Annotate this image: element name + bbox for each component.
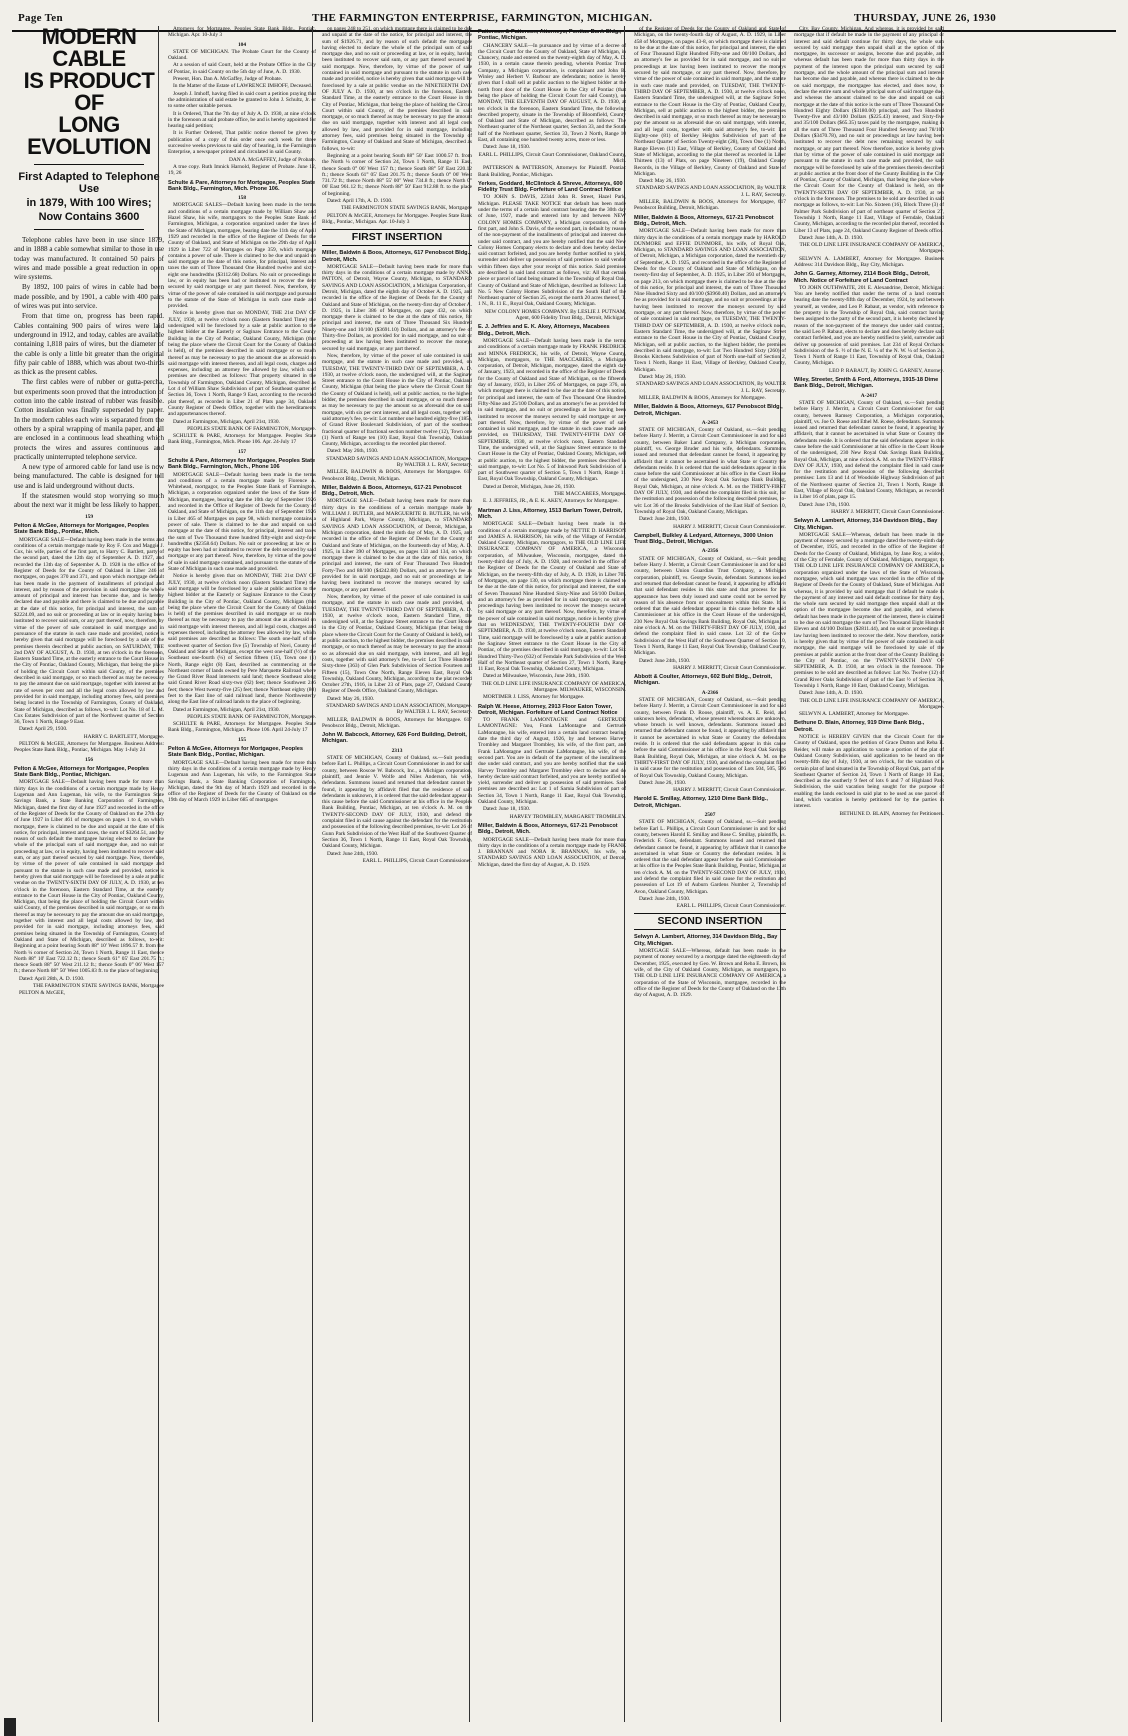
notice-heading: Schulte & Pare, Attorneys for Mortgagee, Peoples State Bank Bldg., Farmington, Mich., Phone 106 xyxy=(168,458,316,471)
insertion-banner: FIRST INSERTION xyxy=(322,229,472,246)
notice-signature: BETHUNE D. BLAIN, Attorney for Petitioners. xyxy=(839,810,944,817)
notice-number: A-2356 xyxy=(701,548,719,555)
notice-signature: THE OLD LINE LIFE INSURANCE COMPANY OF AMERICA, Mortgagee. xyxy=(799,242,944,255)
notice-number: 2313 xyxy=(391,747,403,754)
notice-paragraph: Beginning at a point bearing South 88° 50' East 1000.57 ft. from the North ¼ corner of Section 24, Town 1 North, Range 11 East, thence South 0° 06' West 157 ft.; thence South 88° 50' East 220.12 ft.; thence South 61° 05' East 201.75 ft.; thence South 0° 06' West 731.72 ft.; thence North 88° 55' 00" West 734.8 ft.; thence North 0° 06' East 961.12 ft.; thence North 88° 50' East 912.88 ft. to the place of beginning. xyxy=(322,152,472,197)
headline-line: IS PRODUCT OF xyxy=(23,68,155,115)
notice-paragraph: MORTGAGE SALE—Default having been made in the terms and conditions of a certain mortgage made by FRANK FREDRICK and MINNA FREDRICK, his wife, of Detroit, Wayne County, Michigan, mortgagors, to THE MACCABEES, a Michigan corporation, of Detroit, Michigan, mortgagee, dated the eighth day of January, 1923, and recorded in the office of the Register of Deeds for the County of Oakland and State of Michigan, on the fifteenth day of January, 1923, in Liber 295 of Mortgages, on page 376, on which mortgage there is claimed to be due at the date of this notice, for principal and interest, the sum of Two Thousand One Hundred Fifty-Nine and 25/100 Dollars, and an attorney's fee as provided for in said mortgage, and no suit or proceedings at law having been instituted to recover the moneys secured by said mortgage or any part thereof. Now, therefore, by virtue of the power of sale contained in said mortgage, and the statute in such case made and provided, on THURSDAY, THE TWENTY-FIFTH DAY OF SEPTEMBER, 1930, at twelve o'clock noon, Eastern Standard Time, the undersigned will, at the Saginaw Street entrance to the Court House in the City of Pontiac, Oakland County, Michigan, sell at public auction, to the highest bidder, the premises described in said mortgage, to-wit: Lot No. 5 of Inkwood Park Subdivision of a part of Southwest quarter of Section 5, Town 1 North, Range 11 East, Royal Oak Township, Oakland County, Michigan. xyxy=(478,337,626,483)
notice-signature: THE MACCABEES, Mortgagee. xyxy=(553,491,626,498)
notice-number: 158 xyxy=(237,195,247,202)
notice-paragraph: Dated: June 14th, A. D. 1930. xyxy=(799,234,864,241)
notice-paragraph: Dated at Farmington, Michigan, April 21st, 1930. xyxy=(173,418,280,425)
notice-paragraph: TO JOHN S. DAVIS, 22344 John R. Street, Hazel Park, Michigan. PLEASE TAKE NOTICE that default has been made under the terms of a certain land contract bearing date the 30th day of June, 1927, made and entered into by and between NEW COLONY HOMES COMPANY, a Michigan corporation, of the first part, and John S. Davis, of the second part, in default by reason of the non-payment of the installments of principal and interest due under said contract, and you are hereby notified that the said New Colony Homes Company elects to declare and does hereby declare said contract forfeited, and you are hereby further notified to yield, surrender and deliver up possession of said premises to said vendor within fifteen days after your receipt of this notice. Said premises are described in said land contract as follows, viz: All that certain piece or parcel of land being situated in the Township of Royal Oak, County of Oakland and State of Michigan, described as follows: Lot No. 5 New Colony Homes Subdivision of the South Half of the Northeast quarter of Section 25, except the north 20 acres thereof, T. 1 N., R. 11 E., Royal Oak, Oakland County, Michigan. xyxy=(478,194,626,308)
legal-notices xyxy=(634,26,786,998)
page-number: Page Ten xyxy=(18,12,63,24)
notice-heading: Selwyn A. Lambert, Attorney, 314 Davidson Bldg., Bay City, Michigan. xyxy=(794,518,938,531)
notice-paragraph: SELWYN A. LAMBERT, Attorney for Mortgagee. Business Address: 314 Davidson Bldg., Bay City, Michigan. xyxy=(794,255,944,268)
notice-paragraph: Dated: June 24th, 1930. xyxy=(639,895,691,902)
notice-paragraph: Dated: June 24th, 1930. xyxy=(327,850,379,857)
notice-signature: HARRY C. BARTLETT, Mortgagee. xyxy=(83,733,164,740)
notice-paragraph: A true copy. Ruth Imnick Harnold, Register of Probate. June 12, 19, 26 xyxy=(168,163,316,177)
notice-signature: STANDARD SAVINGS AND LOAN ASSOCIATION, Mortgagee. By WALTER J. L. RAY, Secretary. xyxy=(326,702,472,716)
notice-paragraph: MORTGAGE SALE—Default having been made in the terms and conditions of a certain mortgage made by Florence A. Whitehead, mortgagor, to the Peoples State Bank of Farmington, Michigan, a corporation organized under the laws of the State of Michigan, mortgagee, bearing date the 10th day of September 1926 and recorded in the Office of Register of Deeds for the County of Oakland, and State of Michigan, on the 11th day of September 1926 in Liber 465 of Mortgages on page 98, which mortgage contains a power of sale. There is claimed to be due and unpaid on said mortgage at the date of this notice, for principal, interest and taxes the sum of Two Thousand three hundred fifty-eight and sixty-four hundredths ($2358.64) Dollars. No suit or proceeding at law or in equity has been had or instituted to recover the debt secured by said mortgage or any part thereof. Now, therefore, by virtue of the power of sale in said mortgage contained, and pursuant to the statute of the State of Michigan in such case made and provided. xyxy=(168,471,316,573)
notice-paragraph: MORTGAGE SALE—Default having been made for more than thirty days in the conditions of a certain mortgage made by WILLIAM J. BUTLER, and MARGUERITE B. BUTLER, his wife, of Highland Park, Wayne County, Michigan, to STANDARD SAVINGS AND LOAN ASSOCIATION, of Detroit, Michigan, a Michigan corporation, dated the ninth day of May, A. D. 1925, and recorded in the office of the Register of Deeds for the County of Oakland and State of Michigan, on the fourteenth day of May, A. D. 1925, in Liber 390 of Mortgages, on pages 133 and 134, on which mortgage there is claimed to be due at the date of this notice, for principal and interest, the sum of Four Thousand Two Hundred Forty-Two and 88/100 ($4242.88) Dollars, and an attorney's fee as provided for in said mortgage, and no suit or proceedings at law having been instituted to recover the moneys secured by said mortgage, or any part thereof. xyxy=(322,498,472,593)
notice-heading: Pelton & McGee, Attorneys for Mortgagee, Peoples State Bank Bldg., Pontiac, Michigan. xyxy=(168,746,304,759)
notice-paragraph: Dated: June 24th, 1930. xyxy=(639,657,691,664)
notice-paragraph: Dated at Detroit, Michigan, June 26, 1930. xyxy=(483,483,576,490)
notice-paragraph: MORTIMER J. LISS, Attorney for Mortgagee. xyxy=(483,694,585,701)
column-1 xyxy=(14,26,164,1722)
notice-paragraph: At a session of said Court, held at the Probate Office in the City of Pontiac, in said County on the 5th day of June, A. D. 1930. xyxy=(168,62,316,75)
notice-paragraph: STATE OF MICHIGAN, County of Oakland, ss.—Suit pending before Earl L. Phillips, a Circuit Court Commissioner in and for said county, between Harold E. Smillay and Rose C. Smillay, plaintiffs, vs. Frederick F. Goss, defendant. Summons issued and returned that defendant cannot be found, it appearing by affidavit that it cannot be ascertained in what State or Country the defendant resides. It is ordered that the said defendant appear before the said Commissioner at his office in the Peoples State Bank Building, Pontiac, Michigan, at ten o'clock A. M. on the TWENTY-SECOND DAY OF JULY, 1930, and defend the complaint filed in said cause for the restitution and possession of Lot 19 of Auburn Gardens Number 2, Township of Avon, Oakland County, Michigan. xyxy=(634,819,786,895)
insertion-banner: SECOND INSERTION xyxy=(634,913,786,930)
notice-paragraph: Dated: May 26, 1930. xyxy=(639,374,687,381)
notice-heading: Miller, Baldwin & Boos, Attorneys, 617 Penobscot Bldg., Detroit, Michigan. xyxy=(634,404,783,417)
notice-heading: Miller, Baldwin & Boos, Attorneys, 617 Penobscot Bldg., Detroit, Mich. xyxy=(322,250,471,263)
issue-date: THURSDAY, JUNE 26, 1930 xyxy=(853,12,996,24)
column-2 xyxy=(168,26,316,1722)
notice-paragraph: MILLER, BALDWIN & BOOS, Attorneys for Mortgagee, 617 Penobscot Building, Detroit, Michigan. xyxy=(634,199,786,212)
subhead-line: Now Contains 3600 xyxy=(38,211,140,223)
notice-paragraph: SCHULTE & PARE, Attorneys for Mortgagee. Peoples State Bank Bldg., Farmington, Mich. Phone 106. Apr. 24-July 17 xyxy=(168,433,316,446)
notice-paragraph: Joseph J. Imhoff, having filed in said court a petition praying that the administration of said estate be granted to John J. Schultz, Jr. or to some other suitable person. xyxy=(168,90,316,110)
notice-paragraph: CHANCERY SALE—In pursuance and by virtue of a decree of the Circuit Court for the County of Oakland, State of Michigan, in Chancery, made and entered on the twenty-eighth day of May, A. D. 1930, in a certain cause therein pending, wherein Pontiac Trust Company, a Michigan corporation, is complainant and John B. Winley and Herbert V. Barbour are defendants; notice is hereby given that I shall sell at public auction to the highest bidder at the north front door of the Court House in the City of Pontiac (that being the place of holding the Circuit Court for said County), on MONDAY, THE ELEVENTH DAY OF AUGUST, A. D. 1930, at ten o'clock in the forenoon, Eastern Standard Time, the following described property, situate in the Township of Bloomfield, County of Oakland and State of Michigan, described as follows: The Northeast quarter of the Northeast quarter, Section 33, and the South half of the Northeast quarter, Section 33, Town 2 North, Range 10 East, all containing one hundred twenty acres, more or less. xyxy=(478,42,626,144)
notice-paragraph: MORTGAGE SALES—Default having been made in the terms and conditions of a certain mortgage made by William Shaw and Hazel Shaw, his wife, mortgagors to the Peoples State Bank of Farmington, Michigan, a corporation organized under the laws of the State of Michigan, mortgagee, bearing date the 11th day of April 1929 and recorded in the office of the Register of Deeds for the County of Oakland, and State of Michigan on the 29th day of April 1929 in Liber 722 of Mortgages on Page 359, which mortgage contains a power of sale. There is claimed to be due and unpaid on said mortgage at the date of this notice, for principal, interest and taxes the sum of Three Thousand One Hundred twelve and sixty-eight one hundredths ($3112.68) Dollars. No suit or proceedings at law, or in equity has been had or instituted to recover the debt secured by said mortgage or any part thereof. Now, therefore, by virtue of the power of sale contained in said mortgage and pursuant to the statute of the State of Michigan in such case made and provided. xyxy=(168,202,316,310)
notice-number: 104 xyxy=(237,41,247,48)
notice-paragraph: SCHULTE & PARE, Attorneys for Mortgagee. Peoples State Bank Bldg., Farmington, Michigan. Phone 106. April 24-July 17 xyxy=(168,721,316,734)
column-4 xyxy=(478,26,626,1722)
notice-paragraph: City, Bay County, Michigan. And whereas, it is provided by said mortgage that if default be made in the payment of any principal or interest and said default continue for thirty days, the whole sum secured by said mortgage then unpaid shall at the option of the mortgagee, its successor or assigns, become due and payable, and whereas default has been made for more than thirty days in the payment of the interest upon the principal sum secured by said mortgage, and the whole amount of the principal sum and interest has become due and payable, and whereas there is claimed to be due on said mortgage, the mortgagee has elected, and does now, to declare the entire sum and whole principal sum of said mortgage due, and whereas the amount claimed to be due and unpaid on said mortgage at the date of this notice is the sum of Three Thousand One Hundred Eighty Dollars ($3180.00) principal, and Two Hundred Twenty-five and 43/100 Dollars ($225.43) interest, and Sixty-five and 35/100 Dollars ($65.35) taxes paid by the mortgagee, making in all the sum of Three Thousand Four Hundred Seventy and 78/100 Dollars ($3470.78), and no suit or proceedings at law having been instituted to recover the debt now remaining secured by said mortgage, or any part thereof. Now therefore, notice is hereby given that by virtue of the power of sale contained in said mortgage and pursuant to the statute in such case made and provided, the said mortgage will be foreclosed by sale of the premises therein described at public auction at the front door of the County Building in the City of Pontiac, County of Oakland, Michigan, that being the place where the Circuit Court for the County of Oakland is held, on the TWENTY-SIXTH DAY OF SEPTEMBER, A. D. 1930, at ten o'clock in the forenoon. The premises to be sold are described in said mortgage as follows, to-wit: Lot No. Sixteen (16), Block Three (3) of Palmer Park Subdivision of part of northeast quarter of Section 27, Township 1 North, Range 11 East, Village of Ferndale, Oakland County, Michigan, according to the recorded plat thereof, recorded in Liber 13 of Plats, page 24, Oakland County Register of Deeds office. xyxy=(794,26,944,234)
notice-paragraph: MORTGAGE SALE—Default having been made for more than thirty days in the conditions of a certain mortgage made by HAROLD DUNMORE and EFFIE DUNMORE, his wife, of Royal Oak, Michigan, to STANDARD SAVINGS AND LOAN ASSOCIATION, of Detroit, Michigan, a Michigan corporation, dated the twentieth day of September, A. D. 1925, and recorded in the office of the Register of Deeds for the County of Oakland and State of Michigan, on the twenty-first day of September, A. D. 1925, in Liber 393 of Mortgages, on page 213, on which mortgage there is claimed to be due at the date of this notice, for principal and interest, the sum of Three Thousand Nine Hundred Sixty and 40/100 ($3960.40) Dollars, and an attorney's fee as provided for in said mortgage, and no suit or proceedings at law having been instituted to recover the moneys secured by said mortgage, or any part thereof. Now, therefore, by virtue of the power of sale contained in said mortgage, on TUESDAY, THE TWENTY-THIRD DAY OF SEPTEMBER, A. D. 1930, at twelve o'clock noon, Eastern Standard Time, the undersigned will, at the Saginaw Street entrance to the Court House in the City of Pontiac, Oakland County, Michigan, sell at public auction, to the highest bidder, the premises described in said mortgage, to-wit: Lot Two Hundred Sixty (260) of Brooks Kitchens Subdivision of part of North one-half of Section 2, Town 1 North, Range 11 East, Village of Berkley, Oakland County, Michigan. xyxy=(634,228,786,373)
notice-paragraph: TO JOHN OUTHWAITE, 201 E. Alexandrine, Detroit, Michigan: You are hereby notified that under the terms of a land contract bearing date the twenty-fifth day of December, 1924, by and between yourself, as vendee, and Leo P. Rabaut, as vendor, with reference to the property in the Township of Royal Oak, said contract having been assigned to the party of the second part, it is hereby declared by reason of the non-payment of the moneys due under said contract, the said Leo P. Rabaut, elects to declare and does hereby declare said contract forfeited, and you are hereby notified to yield, surrender and deliver up possession of said premises. Lot 234 of Royal Orchards Subdivision of the S. ½ of the N. E. ¼ of the N. W. ¼ of Section 24, Town 1 North of Range 11 East, Township of Royal Oak, Oakland County, Michigan. xyxy=(794,284,944,367)
notice-number: A-2453 xyxy=(701,419,719,426)
subhead-line: First Adapted to Telephone Use xyxy=(18,171,160,195)
notice-signature: THE FARMINGTON STATE SAVINGS BANK, Mortgagee xyxy=(32,982,164,989)
notice-signature: THE FARMINGTON STATE SAVINGS BANK, Mortgagee xyxy=(340,205,472,212)
notice-paragraph: STATE OF MICHIGAN, County of Oakland, ss.—Suit pending before Harry J. Merritt, a Circuit Court Commissioner for said county, between Ramsey Corporation, a Michigan corporation, plaintiff, vs. Joe O. Roese and Ethel M. Roese, defendants. Summons issued and returned that defendant cannot be found, it appearing by affidavit, that it cannot be ascertained in what State or Country the defendants reside. It is ordered that the said defendants appear in this cause before the said Commissioner at his office in the Court House of the undersigned, 230 New Royal Oak Savings Bank Building, Royal Oak, Michigan, at nine o'clock A. M. on the TWENTY-FIRST DAY OF JULY, 1930, and defend the complaint filed in said cause for the restitution and possession of the following described premises: Lots 13 and 14 of Woodside Highway Subdivision of part of the Northwest quarter of Section 21, Town 1 North, Range 11 East, Village of Royal Oak, Oakland County, Michigan, as recorded in Liber 16 of plats, page 15. xyxy=(794,399,944,501)
notice-signature: EARL L. PHILLIPS, Circuit Court Commissioner. xyxy=(362,857,472,864)
notice-signature: HARRY J. MERRITT, Circuit Court Commissioner. xyxy=(673,664,786,671)
notice-paragraph: Notice is hereby given that on MONDAY, THE 21st DAY OF JULY, 1930, at twelve o'clock noon (Eastern Standard Time) the said mortgage will be foreclosed by a sale at public auction to the highest bidder at the Easterly or Saginaw Entrance to the County Building in the City of Pontiac, Oakland County, Michigan (that being the place where the Circuit Court for the County of Oakland is held) of the premises described in said mortgage or so much thereof as may be necessary to pay the amount due as aforesaid on said mortgage with interest thereon, and all legal costs, charges and expenses thereof, including the attorney fees allowed by law, which said premises are described as follows: The south one-half of the southwest quarter of Section five (5) Township of Novi, County of Oakland and State of Michigan, except the west one-half (½) of the Southeast one-fourth (¼) of Section fifteen (15), Town one (1) North, Range eight (8) East, described as commencing at the Northeast corner of lands owned by Pere Marquette Railroad where the Grand River Road intersects said land; thence Southeast along said Grand River Road sixty-two (62) feet; thence Southwest 246 feet; thence West twenty-five (25) feet; thence Northeast eighty (80) feet to the East line of said railroad land, thence Northwesterly along the East line of railroad lands to the place of beginning. xyxy=(168,573,316,706)
notice-paragraph: Attorneys for Mortgagee. Peoples State Bank Bldg., Pontiac, Michigan. Apr. 10-July 3 xyxy=(168,26,316,39)
notice-paragraph: Present, Hon. Dan A. McGaffey, Judge of Probate. xyxy=(173,76,283,83)
margin-mark xyxy=(4,1718,16,1736)
notice-paragraph: Dated: April 28th, A. D. 1930. xyxy=(19,975,85,982)
notice-paragraph: TO FRANK LAMONTAGNE and GERTRUDE LAMONTAGNE: You, Frank LaMontagne and Gertrude LaMontagne, his wife, entered into a certain land contract bearing date the third day of August, 1926, by and between Harvey Trombley and Margaret Trombley, his wife, of the first part, and Frank LaMontagne and Gertrude LaMontagne, his wife, of the second part. You are in default of the payment of the installments due under said contract, and you are hereby notified that the said Harvey Trombley and Margaret Trombley elect to declare and do hereby declare said contract forfeited, and you are hereby notified to yield, surrender and deliver up possession of said premises. Said premises are described as: Lot 1 of Sarnia Subdivision of part of Section 34, Town 1 North, Range 11 East, Royal Oak Township, Oakland County, Michigan. xyxy=(478,717,626,806)
notice-signature: HARRY J. MERRITT, Circuit Court Commissioner. xyxy=(673,787,786,794)
column-3 xyxy=(322,26,472,1722)
notice-heading: Patterson & Patterson, Attorneys, Pontiac Bank Bldg., Pontiac, Michigan. xyxy=(478,29,622,42)
article-paragraph: If the statesmen would stop worrying so much about the next war it might be less likely to happen. xyxy=(14,492,164,510)
notice-heading: Yerkes, Goddard, McClintock & Shreve, Attorneys, 600 Fidelity Trust Bldg. Forfeiture of Land Contract Notice xyxy=(478,180,623,194)
notice-paragraph: Dated: May 26, 1930. xyxy=(639,178,687,185)
notice-number: A-2366 xyxy=(701,689,719,696)
notice-signature: EARL L. PHILLIPS, Circuit Court Commissioner, Oakland County, Mich. xyxy=(478,151,626,164)
notice-paragraph: NOTICE is HEREBY GIVEN that the Circuit Court for the County of Oakland, upon the petition of Grace Dutton and Reba E. Reider, will make an application to vacate a portion of the plat of Oakland County Subdivision, said application to be heard on the twenty-fifth day of July, 1930, at ten o'clock, for the vacation of a certain plat of land situated in the Township of Royal Oak, part of the Southeast Quarter of Section 24, Town 1 North of Range 10 East, described as the southerly 9 feet of lots 6 and 7 of Highland Park Subdivision, the said vacation being sought for the purpose of enabling the lands enclosed in said plat to be used as one parcel of land, which vacation is hereby petitioned for by the parties in interest. xyxy=(794,734,944,810)
notice-paragraph: STATE OF MICHIGAN, County of Oakland, ss.—Suit pending before Earl L. Phillips, a Circuit Court Commissioner in and for said county, between Roscoe W. Babcock, Inc., a Michigan corporation, plaintiff, and Jennie V. Wolfe and Niles Anderson, his wife, defendants. Summons issued and returned that defendant cannot be found, it appearing by affidavit filed that the residence of said defendants is unknown, it is ordered that the said defendant appear in this cause before the said Commissioner at his office in the Peoples Bank Building, Pontiac, Michigan, at ten o'clock A. M. on the TWENTY-SECOND DAY OF JULY, 1930, and defend the complaint filed in said cause against the defendant for the restitution and possession of the following described premises, to-wit: Lot 26 of Gunn Park Subdivision of the West Half of the Southwest Quarter of Section 36, Town 1 North, Range 11 East, Royal Oak Township, Oakland County, Michigan. xyxy=(322,755,472,850)
article-paragraph: Telephone cables have been in use since 1879, and in 1888 a cable somewhat similar to those in use today was manufactured. It contained 50 pairs of wires and made possible a great reduction in open wire systems. xyxy=(14,236,164,282)
notice-paragraph: MORTGAGE SALE—Default having been made for more than thirty days in the conditions of a certain mortgage made by ANNA PATTON, of Detroit, Wayne County, Michigan, to STANDARD SAVINGS AND LOAN ASSOCIATION, a Michigan Corporation, of Detroit, Michigan, dated the eighth day of October A. D. 1925, and recorded in the office of the Register of Deeds for the County of Oakland and State of Michigan, on the twenty-first day of October A. D. 1925, in Liber 386 of Mortgages, on page 432, on which mortgage there is claimed to be due at the date of this notice, for principal and interest, the sum of Three Thousand Six Hundred Ninety-one and 10/100 ($3691.10) Dollars, and an attorney's fee of Thirty-five Dollars, as provided for in said mortgage, and no suit or proceeding at law having been instituted to recover the moneys secured by said mortgage, or any part thereof. xyxy=(322,263,472,352)
article-headline xyxy=(14,26,164,230)
notice-paragraph: on pages 248 to 251, on which mortgage there is claimed to be due and unpaid at the date of the notice, for principal and interest, the sum of $1926.71, and by reason of such default the mortgagee having elected to declare the whole of the principal sum of said mortgage due, and no suit or proceeding at law, or in equity, having been instituted to recover said sum, or any part thereof secured by said mortgage. Now, therefore, by virtue of the power of sale contained in said mortgage and pursuant to the statute in such case made and provided, notice is hereby given that said mortgage will be foreclosed by a sale at public vendue on the NINETEENTH DAY OF JULY A. D. 1930, at ten o'clock in the forenoon, Eastern Standard Time, at the easterly entrance to the Court House in the City of Pontiac, Michigan, that being the place of holding the Circuit Court within said County, of the premises described in said mortgage, or so much thereof as may be necessary to pay the amount due on said mortgage, together with interest and all legal costs allowed by law, and provided for in said mortgage, including attorney fees, said premises being situated in the Township of Farmington, County of Oakland and State of Michigan, described as follows, to-wit: xyxy=(322,26,472,152)
notice-paragraph: Dated at Milwaukee, Wisconsin, June 26th, 1930. xyxy=(483,673,591,680)
notice-signature: DAN A. McGAFFEY, Judge of Probate. xyxy=(228,156,316,163)
notice-heading: Miller, Baldwin & Boos, Attorneys, 617-21 Penobscot Bldg., Detroit, Mich. xyxy=(634,214,774,227)
article-paragraph: By 1892, 100 pairs of wires in cable had been made possible, and by 1901, a cable with 400 pairs of wires was put into service. xyxy=(14,283,164,311)
notice-paragraph: PELTON & McGEE, Attorneys for Mortgagee. Peoples State Bank Bldg., Pontiac, Michigan. Apr. 10-July 3 xyxy=(322,212,472,225)
notice-number: 2507 xyxy=(704,812,716,819)
notice-heading: Pelton & McGee, Attorneys for Mortgagee, Peoples State Bank Bldg., Pontiac, Michigan. xyxy=(14,765,150,779)
notice-heading: Schulte & Pare, Attorneys for Mortgagee, Peoples State Bank Bldg., Farmington, Mich. Phone 106. xyxy=(168,179,316,192)
notice-paragraph: STATE OF MICHIGAN, County of Oakland, ss.—Suit pending before Harry J. Merritt, a Circuit Court Commissioner in and for said county, between Baker Land Company, a Michigan corporation, plaintiff, vs. George Bruder and his wife, defendants. Summons issued and returned that defendant cannot be found, it appearing by affidavit that it cannot be ascertained in what State or Country the defendants reside. It is ordered that the said defendants appear in this cause before the said Commissioner at his office in the Court House of the undersigned, 230 New Royal Oak Savings Bank Building, Royal Oak, Michigan, at nine o'clock A. M. on the THIRTY-FIRST DAY OF JULY, 1930, and defend the complaint filed in this suit, for the restitution and possession of the following described premises, to-wit: Lot 36 of the Brooks Subdivision of the East Half of Section 10, Township of Royal Oak, Oakland County, Michigan. xyxy=(634,427,786,515)
notice-paragraph: PELTON & McGEE, xyxy=(19,990,65,997)
notice-paragraph: PATTERSON & PATTERSON, Attorneys for Plaintiff. Pontiac Bank Building, Pontiac, Michigan. xyxy=(478,165,626,178)
article-paragraph: From that time on, progress has been rapid. Cables containing 900 pairs of wires were laid underground in 1912, and today, cables are available containing 1,818 pairs of wires, but the diameter of the cable is only a little bit greater than the original fifty pair cable of 1888, which was about two-thirds as thick as the present cables. xyxy=(14,312,164,377)
notice-signature: HARRY J. MERRITT, Circuit Court Commissioner. xyxy=(673,523,786,530)
notice-paragraph: Dated: June 18, 1930. xyxy=(483,144,531,151)
notice-signature: THE OLD LINE LIFE INSURANCE COMPANY OF AMERICA, Mortgagee. xyxy=(799,697,944,710)
notice-paragraph: Dated: April 17th, A. D. 1930. xyxy=(327,198,393,205)
notice-paragraph: of the Register of Deeds for the County of Oakland and State of Michigan, on the twenty-fourth day of August, A. D. 1929, in Liber 458 of Mortgages, on pages 43-8, on which mortgage there is claimed to be due at the date of this notice, for principal and interest, the sum of Four Thousand Eight Hundred Fifty-one and 00/100 Dollars, and an attorney's fee as provided for in said mortgage, and no suit or proceedings at law having been instituted to recover the moneys secured by said mortgage, or any part thereof. Now, therefore, by virtue of the power of sale contained in said mortgage, and the statute in such case made and provided, on TUESDAY, THE TWENTY-THIRD DAY OF SEPTEMBER, A. D. 1930, at twelve o'clock noon, Eastern Standard Time, the undersigned will, at the Saginaw Street entrance to the Court House in the City of Pontiac, Oakland County, Michigan, sell at public auction to the highest bidder, the premises described in said mortgage, or so much thereof as may be necessary to pay the amount so as aforesaid due on said mortgage, with interest, and all legal costs, together with said attorney's fee, to-wit: Lot Eighty-one (81) of Berkley Heights Subdivision of part of the Northeast Quarter of Section Twenty-eight (28), Town One (1) North, Range Eleven (11) East, Village of Berkley, County of Oakland and State of Michigan, according to the plat thereof as recorded in Liber Thirteen (13) of Plats, on page Nineteen (19), Oakland County Records, in the Village of Berkley, County of Oakland and State of Michigan. xyxy=(634,26,786,177)
notice-signature: STANDARD SAVINGS AND LOAN ASSOCIATION, Mortgagee. By WALTER J. L. RAY, Secretary. xyxy=(326,455,472,468)
notice-heading: Bethune D. Blain, Attorney, 919 Dime Bank Bldg., Detroit. xyxy=(794,720,925,733)
headline-rule xyxy=(34,229,144,230)
notice-signature: HARRY J. MERRITT, Circuit Court Commissioner. xyxy=(831,508,944,515)
notice-heading: John G. Garney, Attorney, 2114 Book Bldg., Detroit, Mich. Notice of Forfeiture of Land Contract xyxy=(794,271,930,284)
notice-paragraph: Dated: June 18, 1930. xyxy=(483,806,531,813)
notice-heading: Wiley, Streeter, Smith & Ford, Attorneys, 1915-18 Dime Bank Bldg., Detroit, Michigan. xyxy=(794,377,939,390)
notice-paragraph: Dated: April 29, 1930. xyxy=(19,726,68,733)
notice-signature: STANDARD SAVINGS AND LOAN ASSOCIATION, By WALTER J. L. RAY, Secretary. xyxy=(636,185,786,198)
notice-paragraph: STATE OF MICHIGAN, County of Oakland, ss.—Suit pending before Harry J. Merritt, a Circuit Court Commissioner in and for said county, between Frank D. Roose, plaintiff, vs. A. E. Reid, and unknown heirs, defendants, whose present whereabouts are unknown, whose breach is well known, defendants. Summons issued and returned that defendant cannot be found, it appearing by affidavit that it cannot be ascertained in what State or Country the defendants reside. It is ordered that the said defendants appear in this cause before the said Commissioner at his office in the Royal Oak Savings Bank Building, Royal Oak, Michigan, at nine o'clock A. M. on the THIRTY-FIRST DAY OF JULY, 1930, and defend the complaint filed in said cause for the restitution and possession of Lots 504, 505, 506 of Royal Oak Township, Oakland County, Michigan. xyxy=(634,696,786,779)
notice-paragraph: Dated: May 26, 1930. xyxy=(327,695,375,702)
notice-paragraph: Now, therefore, by virtue of the power of sale contained in said mortgage, and the statute in such case made and provided, on TUESDAY, THE TWENTY-THIRD DAY OF SEPTEMBER, A. D. 1930, at twelve o'clock noon, Eastern Standard Time, the undersigned will, at the Saginaw Street entrance to the Court House in the City of Pontiac, Oakland County, Michigan (that being the place where the Circuit Court for the County of Oakland is held), sell at public auction, to the highest bidder, the premises described in said mortgage, or so much thereof as may be necessary to pay the amount so as aforesaid due on said mortgage, with interest, and all legal costs, together with said attorney's fee, to-wit: Lot Three Hundred Sixty-three (363) of Glen Park Subdivision of Section Fourteen and Fifteen (15), Town One North, Range Eleven East, Royal Oak Township, Oakland County, Michigan, according to the plat recorded October 27th, 1916, in Liber 23 of Plats, page 27, Oakland County Register of Deeds Office, Oakland County, Michigan. xyxy=(322,593,472,695)
legal-notices xyxy=(478,29,626,868)
legal-notices xyxy=(322,26,472,864)
notice-paragraph: Dated: June 26, 1930. xyxy=(639,779,687,786)
notice-paragraph: MILLER, BALDWIN & BOOS, Attorneys for Mortgagee. 617 Penobscot Bldg., Detroit, Michigan. xyxy=(322,469,472,482)
notice-heading: John W. Babcock, Attorney, 626 Ford Building, Detroit, Michigan. xyxy=(322,732,467,745)
notice-signature: STANDARD SAVINGS AND LOAN ASSOCIATION, By WALTER J. L. RAY, Secretary. xyxy=(636,381,786,394)
notice-paragraph: STATE OF MICHIGAN. The Probate Court for the County of Oakland. xyxy=(168,48,316,62)
notice-paragraph: It is Ordered, That the 7th day of July A. D. 1930, at nine o'clock in the forenoon at said probate office, be and is hereby appointed for hearing said petition; xyxy=(168,110,316,130)
notice-paragraph: E. J. JEFFRIES, JR., & E. K. AKEY, Attorneys for Mortgagee. xyxy=(483,498,619,505)
notice-signature: LEO P. RABAUT, By JOHN G. GARNEY, Attorney. xyxy=(828,367,944,374)
notice-paragraph: MORTGAGE SALE—Default having been made for more than thirty days in the conditions of a certain mortgage made by FRANK J. BRANNAN and NORA R. BRANNAN, his wife, to STANDARD SAVINGS AND LOAN ASSOCIATION, of Detroit, Michigan, dated the first day of August, A. D. 1929. xyxy=(478,836,626,868)
notice-paragraph: MORTGAGE SALE—Default having been made in the conditions of a certain mortgage made by NETTIE D. HARRISON and JAMES A. HARRISON, his wife, of the Village of Ferndale, Oakland County, Michigan, mortgagors, to THE OLD LINE LIFE INSURANCE COMPANY OF AMERICA, a Wisconsin corporation, of Milwaukee, Wisconsin, mortgagee, dated the twenty-third day of July, A. D. 1928, and recorded in the office of the Register of Deeds for the County of Oakland and State of Michigan, on the twenty-fifth day of July, A. D. 1928, in Liber 705 of Mortgages, on page 130, on which mortgage there is claimed to be due at the date of this notice, for principal and interest, the sum of Seven Thousand Nine Hundred Sixty-Nine and 56/100 Dollars, and an attorney's fee as provided for in said mortgage; no suit or proceedings having been instituted to recover the moneys secured by said mortgage or any part thereof. Now, therefore, by virtue of the power of sale contained in said mortgage, notice is hereby given that on WEDNESDAY, THE TWENTY-FOURTH DAY OF SEPTEMBER, A. D. 1930, at twelve o'clock noon, Eastern Standard Time, said mortgage will be foreclosed by a sale at public auction at the Saginaw Street entrance to the Court House in the City of Pontiac, of the premises described in said mortgage, to-wit: Lot Six Hundred Thirty-Two (632) of Ferndale Park Subdivision of the West Half of the Northeast quarter of Section 27, Town 1 North, Range 11 East, Royal Oak Township, Oakland County, Michigan. xyxy=(478,521,626,673)
notice-paragraph: Dated: June 24th, 1930. xyxy=(639,516,691,523)
notice-number: A-2417 xyxy=(860,392,878,399)
headline-line: MODERN CABLE xyxy=(41,26,137,71)
notice-paragraph: MILLER, BALDWIN & BOOS, Attorneys for Mortgagee. xyxy=(639,394,766,401)
notice-signature: HARVEY TROMBLEY, MARGARET TROMBLEY. xyxy=(509,813,626,820)
headline-line: LONG EVOLUTION xyxy=(27,112,151,159)
notice-heading: Abbott & Coulter, Attorneys, 602 Buhl Bldg., Detroit, Michigan. xyxy=(634,674,773,687)
notice-heading: Harold E. Smillay, Attorney, 1210 Dime Bank Bldg., Detroit, Michigan. xyxy=(634,796,768,809)
article-paragraph: The first cables were of rubber or gutta-percha, but experiments soon proved that the introduction of cotton into the cable instead of rubber was feasible. Cotton insulation was finally superseded by paper. In the modern cables each wire is separated from the others by a spiral wrapping of manila paper, and all are enclosed in a continuous lead sheathing which protects the wires and assures continuous and practically uninterrupted telephone service. xyxy=(14,378,164,461)
notice-paragraph: Dated at Farmington, Michigan, April 21st, 1930. xyxy=(173,706,280,713)
notice-signature: THE OLD LINE LIFE INSURANCE COMPANY OF AMERICA, Mortgagee. MILWAUKEE, WISCONSIN. xyxy=(481,680,626,693)
column-5 xyxy=(634,26,786,1722)
article-paragraph: A new type of armored cable for land use is now being manufactured. The cable is designed for toll use and is laid underground without ducts. xyxy=(14,463,164,490)
legal-notices xyxy=(794,26,944,817)
notice-paragraph: MORTGAGE SALE—Default having been made in the terms and conditions of a certain mortgage made by Roy F. Cox and Maggie J. Cox, his wife, parties of the first part, to Harry C. Bartlett, party of the second part, dated the 12th day of September A. D. 1927, and recorded the 13th day of September A. D. 1928 in the office of the Register of Deeds for the County of Oakland in Liber 246 of mortgages, on pages 370 and 371, and upon which mortgage default has been made in the payment of installments of principal and interest, and by reason of the provision in said mortgage the whole amount of principal and interest has become due, and is hereby declared due and payable and there is claimed to be due and payable at the date of this notice, for principal and interest, the sum of $2224.09, and no suit or proceeding at law or in equity having been instituted to recover said sum, or any part thereof, now, therefore, by virtue of the power of sale contained in said mortgage and in pursuance of the statute in such case made and provided, notice is hereby given that said mortgage will be foreclosed by a sale of the premises therein described at public auction, on SATURDAY, THE 2nd DAY OF AUGUST, A. D. 1930, at ten o'clock in the forenoon, Eastern Standard Time, at the easterly entrance to the Court House in the City of Pontiac, Oakland County, Michigan, that being the place of holding the Circuit Court within said County, of the premises described in said mortgage, or so much thereof as may be necessary to pay the amount due on said mortgage, together with interest at the rate of seven per cent and all the legal costs allowed by law and provided for in said mortgage, including attorney fees, said premises being located in the Township of Farmington, County of Oakland, State of Michigan, described as follows, to-wit: Lot No. 18 of L. M. Cox Estates Subdivision of part of the Northwest quarter of Section 36, Town 1 North, Range 9 East. xyxy=(14,536,164,726)
notice-paragraph: PELTON & McGEE, Attorneys for Mortgagee. Business Address: Peoples State Bank Bldg., Pontiac, Michigan. May 1-July 24 xyxy=(14,741,164,754)
notice-heading: Miller, Baldwin & Boos, Attorneys, 617-21 Penobscot Bldg., Detroit, Mich. xyxy=(478,822,618,836)
legal-notices xyxy=(168,26,316,804)
notice-paragraph: Dated: June 14th, A. D. 1930. xyxy=(799,690,864,697)
notice-heading: Pelton & McGee, Attorneys for Mortgagee, Peoples State Bank Bldg., Pontiac, Mich. xyxy=(14,522,150,536)
column-6 xyxy=(794,26,944,1722)
notice-number: 156 xyxy=(84,756,94,763)
notice-number: 155 xyxy=(237,736,247,743)
notice-paragraph: STATE OF MICHIGAN, County of Oakland, ss.—Suit pending before Harry J. Merritt, a Circuit Court Commissioner in and for said county, between Union Guardian Trust Company, a Michigan corporation, plaintiff, vs. George Swain, defendant. Summons issued and returned that defendant cannot be found, it appearing by affidavit that said defendant resides in this state and that process for his appearance has been duly issued and same could not be served by reason of his absence from or concealment within this State. It is ordered that the said defendant appear in this cause before the said Commissioner at his office in the Court House of the undersigned, 230 New Royal Oak Savings Bank Building, Royal Oak, Michigan, at nine o'clock A. M. on the THIRTY-FIRST DAY OF JULY, 1930, and defend the complaint filed in said cause. Lot 32 of the Grove Subdivision of the West Half of the Southwest Quarter of Section 10, Town 1 North, Range 11 East, Royal Oak Township, Oakland County, Michigan. xyxy=(634,555,786,657)
notice-paragraph: MORTGAGE SALE—Default having been made for more than thirty days in the conditions of a certain mortgage made by Henry Lugeman and Ann Lugeman, his wife, to the Farmington State Savings Bank, a State Banking Corporation of Farmington, Michigan, dated the 9th day of March 1929 and recorded in the office of the Register of Deeds for the County of Oakland on the 19th day of March 1929 in Liber 685 of mortgages xyxy=(168,759,316,804)
paper-name: THE FARMINGTON ENTERPRISE, FARMINGTON, MICHIGAN. xyxy=(312,12,653,24)
notice-heading: Ralph W. Heese, Attorney, 2913 Floor Eaton Tower, Detroit, Michigan. Forfeiture of Land Contract Notice xyxy=(478,703,618,716)
notice-signature: PEOPLES STATE BANK OF FARMINGTON, Mortgagee. xyxy=(187,713,316,720)
notice-paragraph: Dated: June 17th, 1930. xyxy=(799,501,851,508)
notice-paragraph: In the Matter of the Estate of LAWRENCE IMHOFF, Deceased. xyxy=(173,83,313,90)
notice-paragraph: Notice is hereby given that on MONDAY, THE 21st DAY OF JULY, 1930, at twelve o'clock noon (Eastern Standard Time) the undersigned will be foreclosed by a sale at public auction to the highest bidder at the Easterly or Saginaw Entrance to the County Building in the City of Pontiac, Oakland County, Michigan (that being the place where the Circuit Court for the County of Oakland is held), of the premises described in said mortgage or so much thereof as may be necessary to pay the amount due as aforesaid on said mortgage with interest thereon, and all legal costs, charges and expenses, including an attorney fee allowed by law, which said premises are described as follows: That property situated in the Township of Farmington, Oakland County, Michigan, described as Lot 4 of William Shaw Subdivision of part of Southeast quarter of Section 36, Town 1 North, Range 9 East, according to the recorded plat thereof, as recorded in Liber 21 of Plats page 34, Oakland County Register of Deeds Office, together with the hereditaments and appurtenances thereof. xyxy=(168,310,316,418)
notice-paragraph: SELWYN A. LAMBERT, Attorney for Mortgagee. xyxy=(799,711,909,718)
notice-paragraph: Now, therefore, by virtue of the power of sale contained in said mortgage, and the statute in such case made and provided, on TUESDAY, THE TWENTY-THIRD DAY OF SEPTEMBER, A. D. 1930, at twelve o'clock noon, the undersigned will, at the Saginaw Street entrance to the Court House in the City of Pontiac, Oakland County, Michigan (that being the place where the Circuit Court for the County of Oakland is held), sell at public auction, to the highest bidder, the premises described in said mortgage, or so much thereof as may be necessary to pay the amount so as aforesaid due on said mortgage, with six per cent interest, and all legal costs, together with said attorney's fee, to-wit: Lot number one hundred eighty-five (185), of Grand River Boulevard Subdivision, of part of the southeast fractional quarter of fractional section number twelve (12), Town one (1) North of Range ten (10) East, Royal Oak Township, Oakland County, Michigan, according to the recorded plat thereof. xyxy=(322,352,472,448)
notice-heading: Campbell, Bulkley & Ledyard, Attorneys, 3000 Union Trust Bldg., Detroit, Michigan. xyxy=(634,532,774,546)
subhead-line: in 1879, With 100 Wires; xyxy=(26,197,152,209)
notice-signature: NEW COLONY HOMES COMPANY. By LESLIE J. PUTNAM, Agent, 600 Fidelity Trust Bldg., Detroit, Michigan. xyxy=(484,308,626,322)
notice-paragraph: Dated: May 26th, 1930. xyxy=(327,448,379,455)
notice-heading: Selwyn A. Lambert, Attorney, 314 Davidson Bldg., Bay City, Michigan. xyxy=(634,934,778,947)
notice-paragraph: It is Further Ordered, That public notice thereof be given by publication of a copy of this order once each week for three successive weeks previous to said day of hearing, in the Farmington Enterprise, a newspaper printed and circulated in said County. xyxy=(168,130,316,156)
columns xyxy=(12,26,1116,1722)
notice-paragraph: MORTGAGE SALE—Whereas, default has been made in the payment of money secured by a mortgage dated the eighteenth day of December, 1925, executed by Geo. W. Brown and Reba E. Brown, his wife, of the City of Oakland County, Michigan, as mortgagors, to THE OLD LINE LIFE INSURANCE COMPANY OF AMERICA, a corporation of the State of Wisconsin, mortgagee, recorded in the office of the Register of Deeds for the County of Oakland on the 13th day of August, A. D. 1929. xyxy=(634,948,786,999)
notice-signature: EARL L. PHILLIPS, Circuit Court Commissioner. xyxy=(676,903,786,910)
notice-signature: PEOPLES STATE BANK OF FARMINGTON, Mortgagee. xyxy=(187,425,316,432)
notice-heading: E. J. Jeffries and E. K. Akey, Attorneys, Macabees Bldg., Detroit, Mich. xyxy=(478,324,610,337)
notice-number: 159 xyxy=(84,513,94,520)
legal-notices xyxy=(14,514,164,997)
notice-heading: Martman J. Liss, Attorney, 1513 Barlum Tower, Detroit, Mich. xyxy=(478,507,623,520)
notice-paragraph: MORTGAGE SALE—Whereas, default has been made in the payment of money secured by a mortgage dated the twenty-ninth day of December, 1925, and recorded in the office of the Register of Deeds for the County of Oakland, Michigan, by Jane Roy, a widow, of the City of Ferndale, County of Oakland, Michigan, mortgagor, to THE OLD LINE LIFE INSURANCE COMPANY OF AMERICA, a corporation organized under the laws of the State of Wisconsin, mortgagee, which said mortgage was recorded in the office of the Register of Deeds for the County of Oakland, State of Michigan. And whereas, it is provided by said mortgage that if default be made in the payment of any interest and said default continue for thirty days, the whole sum secured by said mortgage then unpaid shall at the option of the mortgagee become due and payable, and whereas default has been made in the payment of the interest, there is claimed to be due on said mortgage the sum of Two Thousand Eight Hundred Eleven and 44/100 Dollars ($2811.44), and no suit or proceedings at law having been instituted to recover the debt. Now therefore, notice is hereby given that by virtue of the power of sale contained in said mortgage, the said mortgage will be foreclosed by sale of the premises at public auction at the front door of the County Building in the City of Pontiac, on the TWENTY-SIXTH DAY OF SEPTEMBER, A. D. 1930, at ten o'clock in the forenoon. The premises to be sold are described as follows: Lot No. Twelve (12) of Grand River Oaks Subdivision of part of the East ½ of Section 36, Township 1 North, Range 10 East, Oakland County, Michigan. xyxy=(794,531,944,689)
notice-paragraph: MILLER, BALDWIN & BOOS, Attorneys for Mortgagee. 617 Penobscot Bldg., Detroit, Michigan. xyxy=(322,716,472,729)
notice-number: 157 xyxy=(237,448,247,455)
notice-paragraph: MORTGAGE SALE—Default having been made for more than thirty days in the conditions of a certain mortgage made by Henry Lugeman and Ann Lugeman, his wife, to the Farmington State Savings Bank, a State Banking Corporation of Farmington, Michigan, dated the first day of June 1927 and recorded in the office of the Register of Deeds for the County of Oakland on the 27th day of June 1927 in Liber 461 of mortgages on pages 1 to 4, on which mortgage, there is claimed to be due and unpaid at the date of this notice, for principal, interest and taxes, the sum of $3264.51, and by reason of such default the mortgagee having elected to declare the whole of the principal sum of said mortgage due, and no suit or proceeding at law, or in equity, having been instituted to recover said sum, or any part thereof secured by said mortgage. Now, therefore, by virtue of the power of sale contained in said mortgage and pursuant to the statute in such case made and provided, notice is hereby given that said mortgage will be foreclosed by a sale at public vendue on the TWENTY-SIXTH DAY OF JULY, A. D. 1930, at ten o'clock in the forenoon, Eastern Standard Time, at the easterly entrance to the Court House in the City of Pontiac, Oakland County, Michigan, that being the place of holding the Circuit Court within said County, of the premises described in said mortgage, or so much thereof as may be necessary to pay the amount due on said mortgage, together with interest and all legal costs allowed by law, and provided for in said mortgage, including attorneys fees, said premises being situated in the Township of Farmington, County of Oakland and State of Michigan, described as follows, to-wit: Beginning at a point bearing South 88° 10' West 1896.57 ft. from the North ¼ corner of Section 24, Town 1 North, Range 11 East, thence North 88° 10' East 722.12 ft.; thence South 61° 05' East 201.75 ft.; thence South 88° 50' West 211.12 ft.; thence South 0° 06' West 157 ft.; thence North 88° 50' West 1005.83 ft. to the place of beginning. xyxy=(14,779,164,975)
notice-heading: Miller, Baldwin & Boos, Attorneys, 617-21 Penobscot Bldg., Detroit, Mich. xyxy=(322,484,462,498)
headline-rule xyxy=(34,164,144,165)
